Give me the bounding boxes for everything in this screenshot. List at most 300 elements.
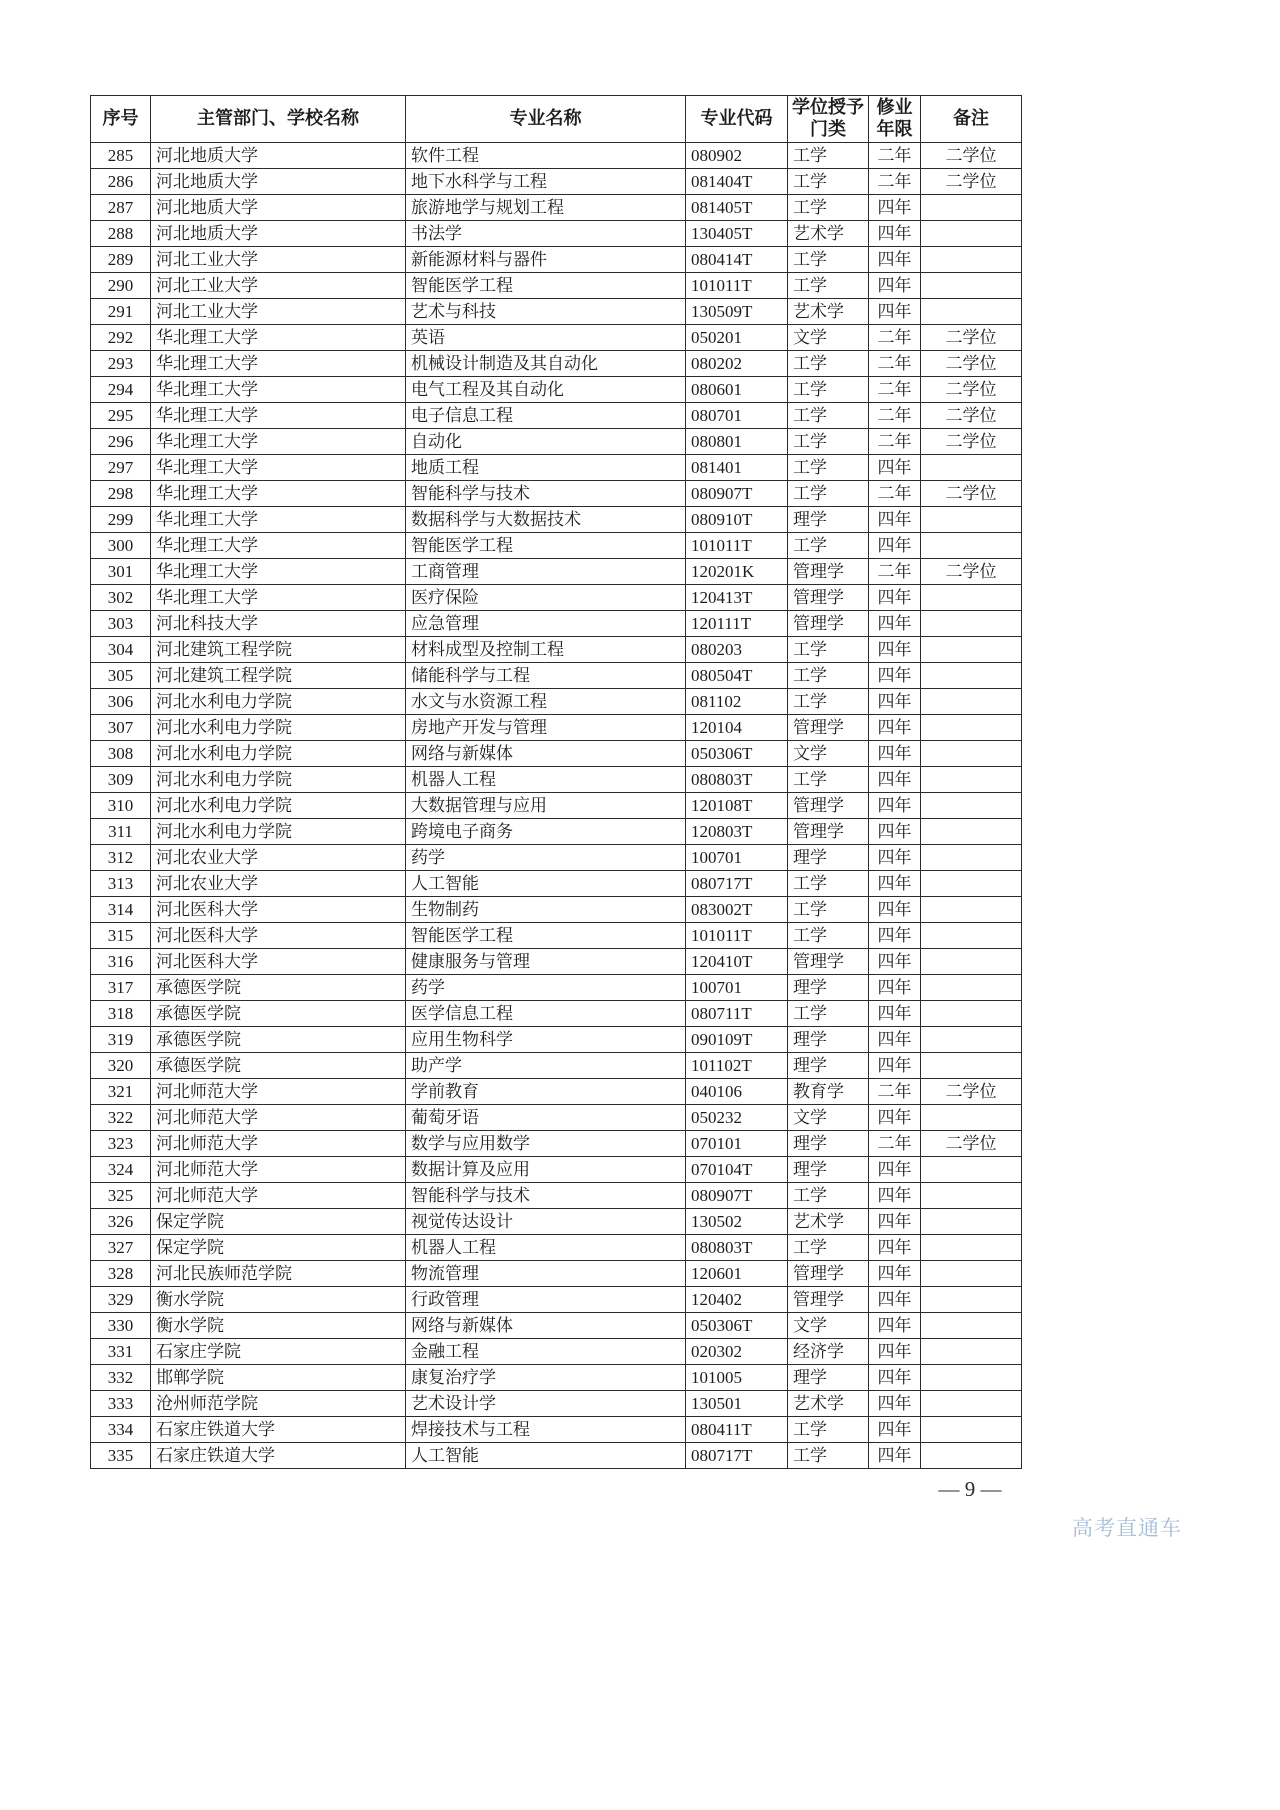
cell-years: 四年 <box>869 247 921 273</box>
cell-no: 296 <box>91 429 151 455</box>
cell-major: 旅游地学与规划工程 <box>406 195 686 221</box>
cell-no: 313 <box>91 871 151 897</box>
cell-no: 297 <box>91 455 151 481</box>
cell-code: 130509T <box>686 299 788 325</box>
cell-note <box>921 715 1022 741</box>
cell-years: 四年 <box>869 793 921 819</box>
cell-degree: 工学 <box>788 403 869 429</box>
cell-years: 四年 <box>869 897 921 923</box>
table-row <box>91 299 1022 325</box>
header-years-line2: 年限 <box>876 119 913 139</box>
table-row <box>91 1001 1022 1027</box>
cell-no: 321 <box>91 1079 151 1105</box>
cell-major: 电气工程及其自动化 <box>406 377 686 403</box>
cell-major: 电子信息工程 <box>406 403 686 429</box>
cell-school: 华北理工大学 <box>151 325 406 351</box>
cell-years: 四年 <box>869 1001 921 1027</box>
cell-note: 二学位 <box>921 377 1022 403</box>
cell-years: 四年 <box>869 689 921 715</box>
cell-no: 334 <box>91 1417 151 1443</box>
cell-degree: 工学 <box>788 273 869 299</box>
cell-degree: 工学 <box>788 169 869 195</box>
cell-code: 130502 <box>686 1209 788 1235</box>
cell-no: 295 <box>91 403 151 429</box>
cell-code: 070104T <box>686 1157 788 1183</box>
cell-no: 316 <box>91 949 151 975</box>
cell-note <box>921 585 1022 611</box>
cell-school: 沧州师范学院 <box>151 1391 406 1417</box>
cell-school: 河北水利电力学院 <box>151 819 406 845</box>
cell-no: 319 <box>91 1027 151 1053</box>
cell-years: 四年 <box>869 1287 921 1313</box>
cell-degree: 工学 <box>788 429 869 455</box>
table-row <box>91 1079 1022 1105</box>
cell-no: 331 <box>91 1339 151 1365</box>
cell-degree: 理学 <box>788 1365 869 1391</box>
cell-degree: 工学 <box>788 481 869 507</box>
cell-code: 080203 <box>686 637 788 663</box>
cell-degree: 艺术学 <box>788 1391 869 1417</box>
cell-major: 智能科学与技术 <box>406 1183 686 1209</box>
cell-no: 306 <box>91 689 151 715</box>
table-row <box>91 1131 1022 1157</box>
cell-degree: 管理学 <box>788 1287 869 1313</box>
cell-no: 302 <box>91 585 151 611</box>
cell-major: 数学与应用数学 <box>406 1131 686 1157</box>
cell-major: 行政管理 <box>406 1287 686 1313</box>
cell-degree: 管理学 <box>788 793 869 819</box>
cell-degree: 工学 <box>788 897 869 923</box>
cell-no: 304 <box>91 637 151 663</box>
table-row <box>91 403 1022 429</box>
cell-school: 承德医学院 <box>151 1001 406 1027</box>
cell-degree: 工学 <box>788 247 869 273</box>
cell-code: 081102 <box>686 689 788 715</box>
cell-major: 机器人工程 <box>406 767 686 793</box>
cell-code: 120410T <box>686 949 788 975</box>
cell-note <box>921 1391 1022 1417</box>
cell-school: 华北理工大学 <box>151 351 406 377</box>
cell-note <box>921 793 1022 819</box>
header-degree-line1: 学位授予 <box>792 97 864 118</box>
cell-degree: 工学 <box>788 637 869 663</box>
cell-no: 323 <box>91 1131 151 1157</box>
cell-major: 应急管理 <box>406 611 686 637</box>
cell-code: 050306T <box>686 1313 788 1339</box>
table-row <box>91 455 1022 481</box>
cell-degree: 文学 <box>788 1105 869 1131</box>
cell-no: 335 <box>91 1443 151 1469</box>
cell-no: 320 <box>91 1053 151 1079</box>
cell-years: 四年 <box>869 533 921 559</box>
cell-school: 承德医学院 <box>151 975 406 1001</box>
cell-major: 视觉传达设计 <box>406 1209 686 1235</box>
cell-school: 华北理工大学 <box>151 559 406 585</box>
cell-school: 邯郸学院 <box>151 1365 406 1391</box>
table-row <box>91 507 1022 533</box>
cell-code: 080717T <box>686 1443 788 1469</box>
cell-years: 四年 <box>869 637 921 663</box>
cell-note <box>921 533 1022 559</box>
cell-no: 299 <box>91 507 151 533</box>
cell-years: 二年 <box>869 429 921 455</box>
cell-note <box>921 923 1022 949</box>
cell-code: 101011T <box>686 273 788 299</box>
cell-years: 四年 <box>869 1365 921 1391</box>
cell-school: 华北理工大学 <box>151 585 406 611</box>
cell-degree: 工学 <box>788 663 869 689</box>
cell-years: 四年 <box>869 507 921 533</box>
cell-note <box>921 1183 1022 1209</box>
cell-no: 325 <box>91 1183 151 1209</box>
cell-no: 300 <box>91 533 151 559</box>
table-row <box>91 273 1022 299</box>
cell-note <box>921 1209 1022 1235</box>
table-row <box>91 923 1022 949</box>
cell-no: 303 <box>91 611 151 637</box>
cell-school: 河北水利电力学院 <box>151 767 406 793</box>
table-row <box>91 1261 1022 1287</box>
cell-years: 二年 <box>869 481 921 507</box>
cell-years: 二年 <box>869 143 921 169</box>
cell-code: 080601 <box>686 377 788 403</box>
cell-note <box>921 507 1022 533</box>
cell-major: 物流管理 <box>406 1261 686 1287</box>
cell-code: 090109T <box>686 1027 788 1053</box>
cell-major: 机械设计制造及其自动化 <box>406 351 686 377</box>
cell-years: 四年 <box>869 871 921 897</box>
page-number: — 9 — <box>938 1477 1002 1501</box>
cell-note: 二学位 <box>921 1131 1022 1157</box>
cell-no: 307 <box>91 715 151 741</box>
cell-degree: 文学 <box>788 1313 869 1339</box>
cell-major: 书法学 <box>406 221 686 247</box>
table-row <box>91 741 1022 767</box>
cell-note <box>921 871 1022 897</box>
cell-school: 承德医学院 <box>151 1027 406 1053</box>
cell-major: 药学 <box>406 845 686 871</box>
cell-school: 石家庄铁道大学 <box>151 1443 406 1469</box>
table-row <box>91 871 1022 897</box>
cell-no: 322 <box>91 1105 151 1131</box>
cell-note: 二学位 <box>921 143 1022 169</box>
header-note: 备注 <box>921 96 1022 143</box>
cell-years: 四年 <box>869 1391 921 1417</box>
table-row <box>91 195 1022 221</box>
table-row <box>91 377 1022 403</box>
cell-years: 四年 <box>869 1443 921 1469</box>
cell-school: 河北医科大学 <box>151 949 406 975</box>
cell-degree: 艺术学 <box>788 221 869 247</box>
cell-years: 四年 <box>869 1183 921 1209</box>
table-row <box>91 585 1022 611</box>
cell-school: 河北地质大学 <box>151 221 406 247</box>
cell-major: 水文与水资源工程 <box>406 689 686 715</box>
cell-school: 河北工业大学 <box>151 299 406 325</box>
cell-major: 英语 <box>406 325 686 351</box>
table-row <box>91 1287 1022 1313</box>
table-row <box>91 949 1022 975</box>
cell-degree: 理学 <box>788 975 869 1001</box>
cell-note <box>921 741 1022 767</box>
cell-major: 学前教育 <box>406 1079 686 1105</box>
cell-note <box>921 949 1022 975</box>
cell-note <box>921 1235 1022 1261</box>
cell-note <box>921 247 1022 273</box>
cell-years: 四年 <box>869 1235 921 1261</box>
cell-school: 河北工业大学 <box>151 247 406 273</box>
cell-code: 120201K <box>686 559 788 585</box>
cell-major: 医学信息工程 <box>406 1001 686 1027</box>
cell-years: 四年 <box>869 923 921 949</box>
cell-code: 101102T <box>686 1053 788 1079</box>
cell-major: 智能科学与技术 <box>406 481 686 507</box>
cell-degree: 管理学 <box>788 585 869 611</box>
cell-school: 华北理工大学 <box>151 377 406 403</box>
cell-note <box>921 637 1022 663</box>
cell-code: 101011T <box>686 923 788 949</box>
cell-years: 四年 <box>869 1053 921 1079</box>
cell-code: 080803T <box>686 767 788 793</box>
cell-school: 承德医学院 <box>151 1053 406 1079</box>
cell-no: 285 <box>91 143 151 169</box>
table-row <box>91 481 1022 507</box>
table-row <box>91 897 1022 923</box>
cell-note: 二学位 <box>921 481 1022 507</box>
cell-major: 新能源材料与器件 <box>406 247 686 273</box>
cell-degree: 工学 <box>788 143 869 169</box>
cell-school: 石家庄铁道大学 <box>151 1417 406 1443</box>
cell-school: 河北地质大学 <box>151 169 406 195</box>
cell-major: 人工智能 <box>406 1443 686 1469</box>
cell-school: 华北理工大学 <box>151 481 406 507</box>
cell-no: 312 <box>91 845 151 871</box>
cell-school: 衡水学院 <box>151 1313 406 1339</box>
table-row <box>91 1391 1022 1417</box>
cell-no: 292 <box>91 325 151 351</box>
cell-years: 四年 <box>869 1339 921 1365</box>
cell-years: 二年 <box>869 377 921 403</box>
cell-years: 二年 <box>869 351 921 377</box>
cell-code: 100701 <box>686 975 788 1001</box>
cell-degree: 工学 <box>788 689 869 715</box>
cell-code: 101011T <box>686 533 788 559</box>
cell-note: 二学位 <box>921 1079 1022 1105</box>
cell-degree: 工学 <box>788 377 869 403</box>
cell-code: 081405T <box>686 195 788 221</box>
cell-code: 050232 <box>686 1105 788 1131</box>
cell-note <box>921 1443 1022 1469</box>
cell-code: 100701 <box>686 845 788 871</box>
cell-code: 081401 <box>686 455 788 481</box>
cell-code: 130501 <box>686 1391 788 1417</box>
header-school: 主管部门、学校名称 <box>151 96 406 143</box>
cell-major: 材料成型及控制工程 <box>406 637 686 663</box>
cell-note <box>921 975 1022 1001</box>
table-row <box>91 637 1022 663</box>
cell-note <box>921 897 1022 923</box>
cell-major: 康复治疗学 <box>406 1365 686 1391</box>
cell-no: 332 <box>91 1365 151 1391</box>
cell-major: 焊接技术与工程 <box>406 1417 686 1443</box>
cell-no: 329 <box>91 1287 151 1313</box>
watermark-logo: 高考直通车 <box>1072 1517 1182 1540</box>
table-row <box>91 1235 1022 1261</box>
table-row <box>91 351 1022 377</box>
cell-degree: 理学 <box>788 507 869 533</box>
table-row <box>91 1417 1022 1443</box>
table-row <box>91 169 1022 195</box>
cell-code: 080902 <box>686 143 788 169</box>
cell-major: 网络与新媒体 <box>406 741 686 767</box>
cell-major: 工商管理 <box>406 559 686 585</box>
cell-major: 生物制药 <box>406 897 686 923</box>
cell-major: 储能科学与工程 <box>406 663 686 689</box>
cell-years: 四年 <box>869 611 921 637</box>
cell-code: 080907T <box>686 481 788 507</box>
cell-years: 四年 <box>869 715 921 741</box>
cell-no: 310 <box>91 793 151 819</box>
cell-no: 324 <box>91 1157 151 1183</box>
cell-major: 软件工程 <box>406 143 686 169</box>
cell-degree: 工学 <box>788 767 869 793</box>
cell-major: 智能医学工程 <box>406 273 686 299</box>
cell-no: 298 <box>91 481 151 507</box>
cell-note <box>921 663 1022 689</box>
table-row <box>91 1027 1022 1053</box>
cell-school: 保定学院 <box>151 1235 406 1261</box>
cell-code: 083002T <box>686 897 788 923</box>
cell-code: 120601 <box>686 1261 788 1287</box>
cell-note <box>921 1417 1022 1443</box>
cell-note <box>921 1157 1022 1183</box>
cell-degree: 工学 <box>788 871 869 897</box>
cell-school: 河北师范大学 <box>151 1131 406 1157</box>
cell-note: 二学位 <box>921 169 1022 195</box>
cell-major: 健康服务与管理 <box>406 949 686 975</box>
cell-code: 080711T <box>686 1001 788 1027</box>
table-row <box>91 1183 1022 1209</box>
cell-major: 网络与新媒体 <box>406 1313 686 1339</box>
cell-major: 艺术与科技 <box>406 299 686 325</box>
cell-degree: 工学 <box>788 455 869 481</box>
table-row <box>91 975 1022 1001</box>
cell-code: 130405T <box>686 221 788 247</box>
table-row <box>91 1365 1022 1391</box>
table-row <box>91 533 1022 559</box>
cell-school: 河北建筑工程学院 <box>151 637 406 663</box>
cell-school: 华北理工大学 <box>151 429 406 455</box>
cell-major: 人工智能 <box>406 871 686 897</box>
cell-no: 328 <box>91 1261 151 1287</box>
cell-code: 120413T <box>686 585 788 611</box>
cell-no: 305 <box>91 663 151 689</box>
table-row <box>91 845 1022 871</box>
cell-code: 101005 <box>686 1365 788 1391</box>
cell-school: 河北科技大学 <box>151 611 406 637</box>
cell-school: 河北民族师范学院 <box>151 1261 406 1287</box>
cell-school: 河北地质大学 <box>151 143 406 169</box>
cell-note <box>921 1365 1022 1391</box>
cell-note <box>921 819 1022 845</box>
header-major: 专业名称 <box>406 96 686 143</box>
cell-major: 自动化 <box>406 429 686 455</box>
cell-major: 艺术设计学 <box>406 1391 686 1417</box>
cell-school: 华北理工大学 <box>151 403 406 429</box>
cell-years: 四年 <box>869 1209 921 1235</box>
cell-code: 080411T <box>686 1417 788 1443</box>
cell-major: 药学 <box>406 975 686 1001</box>
cell-years: 四年 <box>869 819 921 845</box>
cell-code: 080803T <box>686 1235 788 1261</box>
cell-no: 291 <box>91 299 151 325</box>
cell-note <box>921 1105 1022 1131</box>
table-row <box>91 611 1022 637</box>
cell-note <box>921 195 1022 221</box>
cell-code: 080202 <box>686 351 788 377</box>
cell-major: 智能医学工程 <box>406 923 686 949</box>
table-row <box>91 1443 1022 1469</box>
cell-school: 河北工业大学 <box>151 273 406 299</box>
cell-school: 河北师范大学 <box>151 1105 406 1131</box>
cell-code: 080414T <box>686 247 788 273</box>
cell-code: 080801 <box>686 429 788 455</box>
cell-no: 314 <box>91 897 151 923</box>
cell-degree: 理学 <box>788 1157 869 1183</box>
cell-note <box>921 299 1022 325</box>
cell-code: 050306T <box>686 741 788 767</box>
cell-no: 293 <box>91 351 151 377</box>
cell-degree: 工学 <box>788 351 869 377</box>
cell-code: 120803T <box>686 819 788 845</box>
cell-years: 四年 <box>869 1105 921 1131</box>
table-row <box>91 1209 1022 1235</box>
cell-school: 河北水利电力学院 <box>151 741 406 767</box>
cell-major: 金融工程 <box>406 1339 686 1365</box>
cell-degree: 管理学 <box>788 715 869 741</box>
cell-no: 290 <box>91 273 151 299</box>
header-years-line1: 修业 <box>876 97 913 118</box>
cell-years: 四年 <box>869 195 921 221</box>
cell-degree: 经济学 <box>788 1339 869 1365</box>
cell-degree: 理学 <box>788 1131 869 1157</box>
cell-no: 326 <box>91 1209 151 1235</box>
cell-code: 081404T <box>686 169 788 195</box>
table-row <box>91 429 1022 455</box>
cell-years: 四年 <box>869 949 921 975</box>
cell-years: 四年 <box>869 975 921 1001</box>
table-row <box>91 767 1022 793</box>
cell-school: 华北理工大学 <box>151 507 406 533</box>
header-code: 专业代码 <box>686 96 788 143</box>
table-row <box>91 221 1022 247</box>
cell-degree: 文学 <box>788 325 869 351</box>
cell-no: 327 <box>91 1235 151 1261</box>
cell-no: 318 <box>91 1001 151 1027</box>
cell-no: 330 <box>91 1313 151 1339</box>
cell-major: 机器人工程 <box>406 1235 686 1261</box>
table-row <box>91 1105 1022 1131</box>
cell-code: 120104 <box>686 715 788 741</box>
cell-note <box>921 1001 1022 1027</box>
cell-degree: 教育学 <box>788 1079 869 1105</box>
cell-school: 河北师范大学 <box>151 1157 406 1183</box>
majors-table <box>90 95 1022 1469</box>
cell-degree: 工学 <box>788 923 869 949</box>
cell-years: 四年 <box>869 741 921 767</box>
cell-school: 华北理工大学 <box>151 455 406 481</box>
cell-note: 二学位 <box>921 429 1022 455</box>
